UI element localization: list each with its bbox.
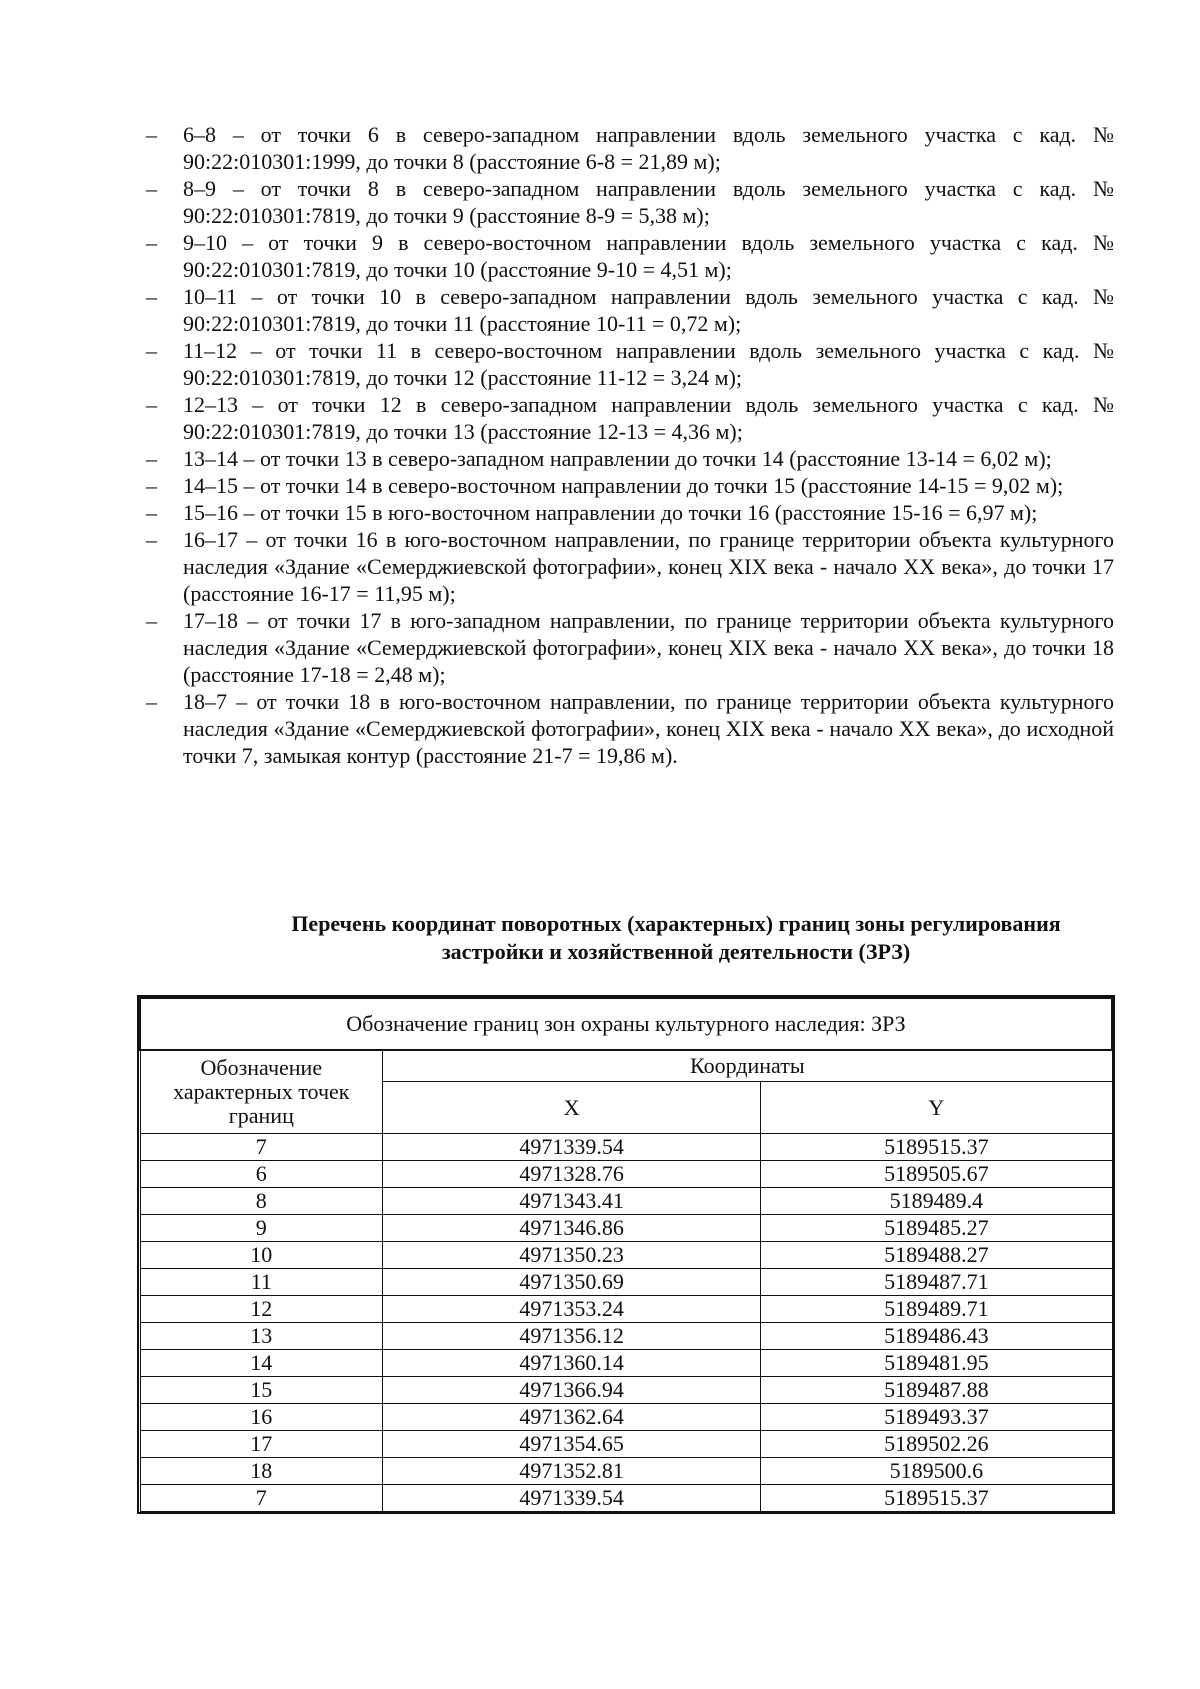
table-row — [140, 1269, 1112, 1296]
list-item-text: 10–11 – от точки 10 в северо-западном направлении вдоль земельного участка с кад. № 90:22:010301:7819, до точки 11 (расстояние 10-11 = 0,72 м); — [183, 284, 1114, 336]
x-coordinate-cell: 4971328.76 — [383, 1161, 761, 1188]
x-coordinate-cell: 4971353.24 — [383, 1296, 761, 1323]
table-row — [140, 1404, 1112, 1431]
y-coordinate-cell: 5189493.37 — [761, 1404, 1112, 1431]
table-row — [140, 1215, 1112, 1242]
x-coordinate-cell: 4971352.81 — [383, 1458, 761, 1485]
heading-line-1: Перечень координат поворотных (характерных) границ зоны регулирования — [291, 911, 1061, 936]
list-item — [146, 688, 1114, 769]
x-coordinate-cell: 4971350.69 — [383, 1269, 761, 1296]
heading-line-2: застройки и хозяйственной деятельности (ЗРЗ) — [441, 939, 911, 964]
x-coordinate-cell: 4971366.94 — [383, 1377, 761, 1404]
table-row — [140, 1458, 1112, 1485]
point-cell: 12 — [140, 1296, 383, 1323]
point-cell: 16 — [140, 1404, 383, 1431]
x-coordinate-cell: 4971362.64 — [383, 1404, 761, 1431]
point-cell: 18 — [140, 1458, 383, 1485]
y-coordinate-cell: 5189486.43 — [761, 1323, 1112, 1350]
x-coordinate-cell: 4971339.54 — [383, 1134, 761, 1161]
table-row — [140, 1161, 1112, 1188]
point-cell: 9 — [140, 1215, 383, 1242]
list-item-text: 15–16 – от точки 15 в юго-восточном направлении до точки 16 (расстояние 15-16 = 6,97 м); — [183, 500, 1038, 525]
y-coordinate-cell: 5189505.67 — [761, 1161, 1112, 1188]
x-coordinate-cell: 4971354.65 — [383, 1431, 761, 1458]
list-item — [146, 283, 1114, 337]
table-row — [140, 1134, 1112, 1161]
list-dash: – — [146, 689, 157, 714]
point-cell: 7 — [140, 1134, 383, 1161]
point-cell: 7 — [140, 1485, 383, 1512]
point-cell: 13 — [140, 1323, 383, 1350]
y-coordinate-cell: 5189488.27 — [761, 1242, 1112, 1269]
list-dash: – — [146, 122, 157, 147]
table-row — [140, 1377, 1112, 1404]
point-cell: 10 — [140, 1242, 383, 1269]
list-item — [146, 391, 1114, 445]
y-coordinate-cell: 5189487.71 — [761, 1269, 1112, 1296]
table-heading — [236, 910, 1116, 966]
list-item-text: 18–7 – от точки 18 в юго-восточном направлении, по границе территории объекта культурного наследия «Здание «Семерджиевской фотографии», конец XIX века - начало XX века», до исходной точки 7, замыкая контур (расстояние 21-7 = 19,86 м). — [183, 689, 1114, 768]
list-item — [146, 472, 1114, 499]
table-row — [140, 1485, 1112, 1512]
list-item-text: 11–12 – от точки 11 в северо-восточном направлении вдоль земельного участка с кад. № 90:22:010301:7819, до точки 12 (расстояние 11-12 = 3,24 м); — [183, 338, 1114, 390]
list-item — [146, 337, 1114, 391]
list-item-text: 6–8 – от точки 6 в северо-западном направлении вдоль земельного участка с кад. № 90:22:010301:1999, до точки 8 (расстояние 6-8 = 21,89 м); — [183, 122, 1114, 174]
list-item-text: 16–17 – от точки 16 в юго-восточном направлении, по границе территории объекта культурного наследия «Здание «Семерджиевской фотографии», конец XIX века - начало XX века», до точки 17 (расстояние 16-17 = 11,95 м); — [183, 527, 1114, 606]
list-item — [146, 175, 1114, 229]
list-dash: – — [146, 446, 157, 471]
y-coordinate-cell: 5189481.95 — [761, 1350, 1112, 1377]
list-dash: – — [146, 608, 157, 633]
table-row — [140, 1350, 1112, 1377]
list-item-text: 17–18 – от точки 17 в юго-западном направлении, по границе территории объекта культурного наследия «Здание «Семерджиевской фотографии», конец XIX века - начало XX века», до точки 18 (расстояние 17-18 = 2,48 м); — [183, 608, 1114, 687]
table-row — [140, 1242, 1112, 1269]
point-cell: 6 — [140, 1161, 383, 1188]
list-item — [146, 526, 1114, 607]
y-column-header: Y — [761, 1082, 1112, 1134]
point-cell: 14 — [140, 1350, 383, 1377]
x-coordinate-cell: 4971360.14 — [383, 1350, 761, 1377]
point-cell: 8 — [140, 1188, 383, 1215]
boundary-segment-list — [146, 121, 1114, 769]
list-item-text: 9–10 – от точки 9 в северо-восточном направлении вдоль земельного участка с кад. № 90:22:010301:7819, до точки 10 (расстояние 9-10 = 4,51 м); — [183, 230, 1114, 282]
list-item-text: 13–14 – от точки 13 в северо-западном направлении до точки 14 (расстояние 13-14 = 6,02 м); — [183, 446, 1052, 471]
list-item-text: 8–9 – от точки 8 в северо-западном направлении вдоль земельного участка с кад. № 90:22:010301:7819, до точки 9 (расстояние 8-9 = 5,38 м); — [183, 176, 1114, 228]
point-cell: 11 — [140, 1269, 383, 1296]
point-column-header: Обозначение характерных точек границ — [140, 1050, 383, 1134]
list-item-text: 12–13 – от точки 12 в северо-западном направлении вдоль земельного участка с кад. № 90:22:010301:7819, до точки 13 (расстояние 12-13 = 4,36 м); — [183, 392, 1114, 444]
point-cell: 17 — [140, 1431, 383, 1458]
table-row — [140, 1296, 1112, 1323]
x-coordinate-cell: 4971346.86 — [383, 1215, 761, 1242]
y-coordinate-cell: 5189515.37 — [761, 1485, 1112, 1512]
list-dash: – — [146, 338, 157, 363]
table-row — [140, 1431, 1112, 1458]
table-caption: Обозначение границ зон охраны культурного наследия: ЗРЗ — [140, 998, 1112, 1050]
y-coordinate-cell: 5189489.71 — [761, 1296, 1112, 1323]
table-row — [140, 1188, 1112, 1215]
table-header-row — [140, 1050, 1112, 1082]
x-coordinate-cell: 4971339.54 — [383, 1485, 761, 1512]
coordinates-column-header: Координаты — [383, 1050, 1112, 1082]
point-cell: 15 — [140, 1377, 383, 1404]
list-dash: – — [146, 527, 157, 552]
list-dash: – — [146, 392, 157, 417]
list-item — [146, 607, 1114, 688]
coordinates-table — [139, 997, 1113, 1512]
list-item — [146, 499, 1114, 526]
list-dash: – — [146, 473, 157, 498]
table-caption-row — [140, 998, 1112, 1050]
list-dash: – — [146, 500, 157, 525]
x-coordinate-cell: 4971356.12 — [383, 1323, 761, 1350]
x-column-header: X — [383, 1082, 761, 1134]
list-item-text: 14–15 – от точки 14 в северо-восточном направлении до точки 15 (расстояние 14-15 = 9,02 м); — [183, 473, 1064, 498]
list-dash: – — [146, 230, 157, 255]
list-dash: – — [146, 284, 157, 309]
y-coordinate-cell: 5189500.6 — [761, 1458, 1112, 1485]
y-coordinate-cell: 5189487.88 — [761, 1377, 1112, 1404]
x-coordinate-cell: 4971343.41 — [383, 1188, 761, 1215]
y-coordinate-cell: 5189489.4 — [761, 1188, 1112, 1215]
table-row — [140, 1323, 1112, 1350]
list-dash: – — [146, 176, 157, 201]
y-coordinate-cell: 5189485.27 — [761, 1215, 1112, 1242]
y-coordinate-cell: 5189515.37 — [761, 1134, 1112, 1161]
list-item — [146, 445, 1114, 472]
x-coordinate-cell: 4971350.23 — [383, 1242, 761, 1269]
list-item — [146, 121, 1114, 175]
list-item — [146, 229, 1114, 283]
y-coordinate-cell: 5189502.26 — [761, 1431, 1112, 1458]
